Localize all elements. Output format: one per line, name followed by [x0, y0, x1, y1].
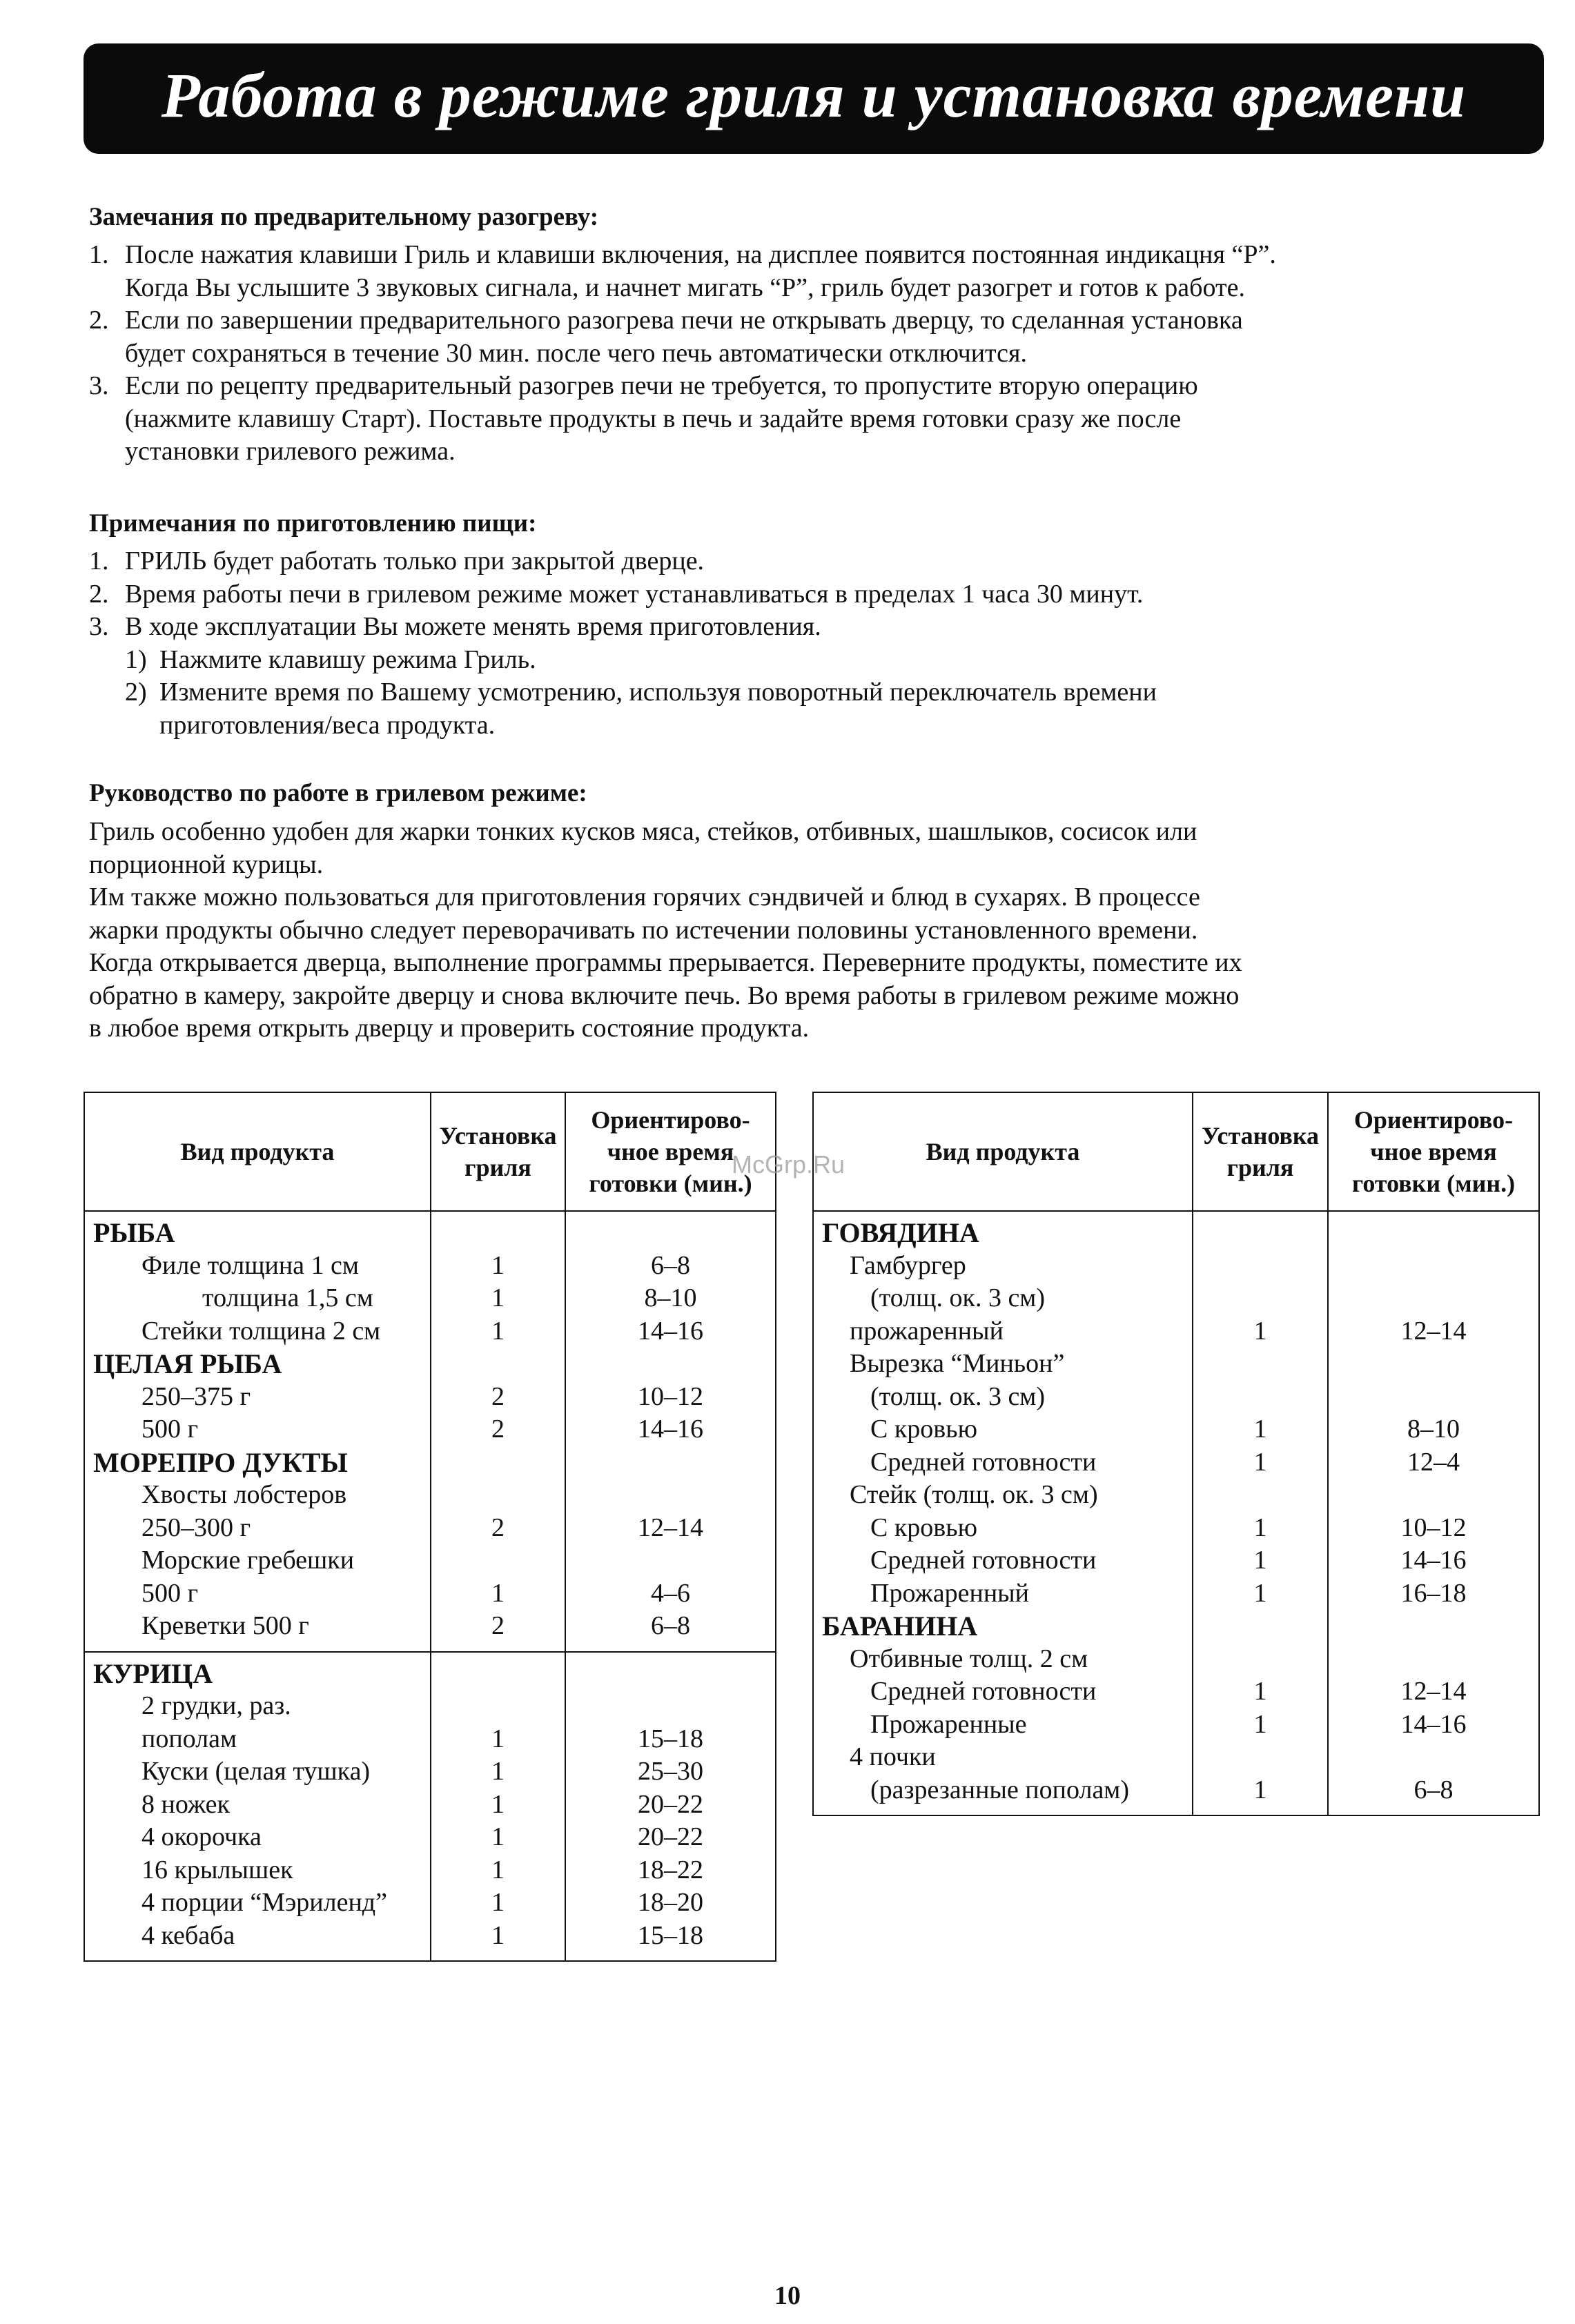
- list-item: [89, 304, 1525, 370]
- setting-value: 1: [1253, 1316, 1267, 1346]
- watermark: McGrp.Ru: [732, 1150, 845, 1179]
- product-label: Отбивные толщ. 2 см: [850, 1644, 1088, 1673]
- list-number: 2.: [89, 579, 109, 609]
- product-label: Вырезка “Миньон”: [850, 1349, 1065, 1378]
- setting-value: [1193, 1250, 1327, 1283]
- paragraph-line: Когда открывается дверца, выполнение программы прерывается. Переверните продукты, поместите их: [89, 948, 1242, 977]
- setting-value: 1: [491, 1724, 505, 1753]
- time-column: [565, 1211, 776, 1652]
- guide-heading: Руководство по работе в грилевом режиме:: [89, 779, 587, 807]
- header-product: Вид продукта: [813, 1092, 1193, 1211]
- sub-list-item: [89, 644, 1525, 677]
- table-row: [84, 1211, 776, 1652]
- time-value: 8–10: [1407, 1415, 1460, 1444]
- product-label: Куски (целая тушка): [141, 1757, 371, 1786]
- time-value: [566, 1348, 775, 1381]
- setting-value: [1193, 1479, 1327, 1512]
- paragraph-line: порционной курицы.: [89, 849, 324, 879]
- product-label: С кровью: [870, 1513, 977, 1542]
- time-value: 20–22: [638, 1789, 703, 1819]
- product-label: Гамбургер: [850, 1250, 966, 1280]
- setting-value: 2: [491, 1513, 505, 1542]
- time-value: [1329, 1348, 1538, 1381]
- time-value: [1329, 1479, 1538, 1512]
- time-value: 10–12: [1400, 1513, 1467, 1542]
- time-value: 20–22: [638, 1822, 703, 1851]
- list-number: 2.: [89, 306, 109, 335]
- time-value: 10–12: [638, 1381, 703, 1411]
- product-label: Прожаренные: [870, 1709, 1027, 1739]
- list-number: 2): [125, 678, 147, 707]
- product-label: пополам: [141, 1724, 237, 1753]
- setting-column: [431, 1652, 565, 1962]
- setting-value: 1: [491, 1888, 505, 1917]
- time-value: [1329, 1610, 1538, 1643]
- setting-value: 1: [1253, 1709, 1267, 1739]
- time-value: 15–18: [638, 1920, 703, 1950]
- product-label: толщина 1,5 см: [202, 1283, 373, 1312]
- list-number: 1): [125, 644, 147, 674]
- cooking-subitems: [89, 644, 1525, 742]
- setting-value: 1: [1253, 1447, 1267, 1477]
- list-line: Если по завершении предварительного разогрева печи не открывать дверцу, то сделанная установка: [125, 306, 1243, 335]
- list-item: [89, 578, 1525, 611]
- product-label: (толщ. ок. 3 см): [870, 1283, 1046, 1312]
- guide-text: [89, 816, 1525, 1045]
- product-label: 500 г: [141, 1415, 199, 1444]
- list-item: [89, 370, 1525, 469]
- time-value: 8–10: [644, 1283, 697, 1312]
- setting-value: 2: [491, 1415, 505, 1444]
- list-line: Время работы печи в грилевом режиме может устанавливаться в пределах 1 часа 30 минут.: [125, 579, 1144, 609]
- setting-column: [431, 1211, 565, 1652]
- list-line: После нажатия клавиши Гриль и клавиши включения, на дисплее появится постоянная индикацня “Р”.: [125, 240, 1276, 269]
- time-value: 14–16: [1400, 1546, 1467, 1575]
- category-label: ГОВЯДИНА: [822, 1217, 979, 1248]
- list-number: 3.: [89, 371, 109, 400]
- time-value: 12–14: [1400, 1677, 1467, 1706]
- setting-value: 1: [491, 1822, 505, 1851]
- product-label: Средней готовности: [870, 1546, 1097, 1575]
- setting-value: [1193, 1741, 1327, 1774]
- product-label: (разрезанные пополам): [870, 1775, 1130, 1804]
- time-value: 6–8: [651, 1611, 690, 1640]
- header-time: Ориентирово- чное время готовки (мин.): [565, 1092, 776, 1211]
- setting-value: 2: [491, 1381, 505, 1411]
- time-value: [566, 1446, 775, 1479]
- list-line: Когда Вы услышите 3 звуковых сигнала, и начнет мигать “Р”, гриль будет разогрет и готов к работе.: [125, 273, 1245, 302]
- setting-value: 1: [1253, 1677, 1267, 1706]
- setting-value: [1193, 1643, 1327, 1676]
- list-item: [89, 239, 1525, 304]
- title-banner: [84, 43, 1544, 154]
- product-label: 8 ножек: [141, 1789, 230, 1819]
- setting-value: 1: [1253, 1513, 1267, 1542]
- product-column: [84, 1652, 431, 1962]
- time-value: 4–6: [651, 1578, 690, 1608]
- list-number: 1.: [89, 240, 109, 269]
- time-value: 6–8: [651, 1250, 690, 1280]
- time-value: 25–30: [638, 1757, 703, 1786]
- setting-value: 1: [491, 1283, 505, 1312]
- setting-value: [431, 1479, 565, 1512]
- setting-value: 1: [491, 1757, 505, 1786]
- setting-value: [431, 1657, 565, 1691]
- product-label: прожаренный: [850, 1316, 1004, 1346]
- setting-value: 1: [491, 1855, 505, 1884]
- product-label: (толщ. ок. 3 см): [870, 1381, 1046, 1411]
- sub-list-item: [89, 676, 1525, 742]
- list-line: будет сохраняться в течение 30 мин. после чего печь автоматически отключится.: [125, 338, 1027, 368]
- setting-value: 1: [491, 1789, 505, 1819]
- table-group: [84, 1652, 776, 1962]
- product-column: [813, 1211, 1193, 1815]
- table-row: [813, 1211, 1539, 1815]
- list-number: 1.: [89, 546, 109, 575]
- cooking-list: [89, 545, 1525, 742]
- time-value: [566, 1544, 775, 1577]
- category-label: БАРАНИНА: [822, 1611, 978, 1642]
- cooking-items: [89, 545, 1525, 644]
- time-value: 14–16: [638, 1316, 703, 1346]
- category-label: КУРИЦА: [93, 1657, 213, 1689]
- time-value: 6–8: [1413, 1775, 1454, 1804]
- setting-value: 1: [491, 1250, 505, 1280]
- time-column: [1328, 1211, 1539, 1815]
- product-label: 500 г: [141, 1578, 199, 1608]
- setting-value: [1193, 1610, 1327, 1643]
- page-title: Работа в режиме гриля и установка времени: [161, 60, 1467, 130]
- list-line: Измените время по Вашему усмотрению, используя поворотный переключатель времени: [159, 678, 1157, 707]
- setting-value: 1: [1253, 1578, 1267, 1608]
- grill-table-left: [84, 1092, 776, 1962]
- setting-value: [431, 1348, 565, 1381]
- product-label: Филе толщина 1 см: [141, 1250, 359, 1280]
- setting-value: 1: [491, 1316, 505, 1346]
- header-product: Вид продукта: [84, 1092, 431, 1211]
- setting-value: [431, 1690, 565, 1723]
- time-value: [1329, 1282, 1538, 1315]
- paragraph-line: Им также можно пользоваться для приготовления горячих сэндвичей и блюд в сухарях. В процессе: [89, 883, 1200, 912]
- paragraph-line: жарки продукты обычно следует переворачивать по истечении половины установленного времени.: [89, 915, 1198, 945]
- time-value: 16–18: [1400, 1578, 1467, 1608]
- setting-value: [1193, 1381, 1327, 1414]
- time-value: [566, 1217, 775, 1250]
- category-label: РЫБА: [93, 1217, 175, 1248]
- list-line: Нажмите клавишу режима Гриль.: [159, 644, 536, 674]
- time-value: [1329, 1250, 1538, 1283]
- category-label: МОРЕПРО ДУКТЫ: [93, 1446, 348, 1478]
- time-value: [1329, 1381, 1538, 1414]
- list-line: приготовления/веса продукта.: [159, 710, 496, 740]
- setting-value: 2: [491, 1611, 505, 1640]
- product-label: Морские гребешки: [141, 1546, 355, 1575]
- setting-value: [431, 1544, 565, 1577]
- product-label: Средней готовности: [870, 1677, 1097, 1706]
- list-number: 3.: [89, 612, 109, 641]
- time-value: 18–20: [638, 1888, 703, 1917]
- product-label: Стейк (толщ. ок. 3 см): [850, 1480, 1098, 1509]
- product-label: С кровью: [870, 1415, 977, 1444]
- preheat-heading: Замечания по предварительному разогреву:: [89, 203, 599, 231]
- paragraph-line: в любое время открыть дверцу и проверить состояние продукта.: [89, 1014, 810, 1043]
- product-label: Прожаренный: [870, 1578, 1030, 1608]
- setting-value: 1: [1253, 1546, 1267, 1575]
- product-label: Стейки толщина 2 см: [141, 1316, 381, 1346]
- category-label: ЦЕЛАЯ РЫБА: [93, 1348, 282, 1379]
- setting-value: [431, 1446, 565, 1479]
- grill-table-right: [812, 1092, 1540, 1816]
- paragraph-line: обратно в камеру, закройте дверцу и снова включите печь. Во время работы в грилевом режиме можно: [89, 981, 1240, 1010]
- time-value: [566, 1479, 775, 1512]
- setting-column: [1193, 1211, 1328, 1815]
- setting-value: 1: [491, 1578, 505, 1608]
- setting-value: 1: [1253, 1775, 1267, 1804]
- time-value: 14–16: [1400, 1709, 1467, 1739]
- setting-value: [1193, 1348, 1327, 1381]
- product-label: Креветки 500 г: [141, 1611, 309, 1640]
- time-value: 15–18: [638, 1724, 703, 1753]
- header-setting: Установка гриля: [1193, 1092, 1328, 1211]
- setting-value: [1193, 1217, 1327, 1250]
- time-value: [1329, 1643, 1538, 1676]
- list-line: ГРИЛЬ будет работать только при закрытой дверце.: [125, 546, 705, 575]
- list-item: [89, 611, 1525, 644]
- setting-value: 1: [1253, 1415, 1267, 1444]
- time-value: 12–14: [1400, 1316, 1467, 1346]
- setting-value: [1193, 1282, 1327, 1315]
- preheat-list: [89, 239, 1525, 469]
- time-value: [566, 1657, 775, 1691]
- table-group: [813, 1211, 1539, 1815]
- setting-value: [431, 1217, 565, 1250]
- product-label: 4 окорочка: [141, 1822, 262, 1851]
- list-line: Если по рецепту предварительный разогрев печи не требуется, то пропустите вторую операцию: [125, 371, 1198, 400]
- header-setting: Установка гриля: [431, 1092, 565, 1211]
- time-value: 14–16: [638, 1415, 703, 1444]
- time-value: 12–4: [1407, 1447, 1460, 1477]
- time-value: [566, 1690, 775, 1723]
- product-label: 4 кебаба: [141, 1920, 235, 1950]
- product-column: [84, 1211, 431, 1652]
- cooking-heading: Примечания по приготовлению пищи:: [89, 509, 537, 538]
- time-value: 18–22: [638, 1855, 703, 1884]
- list-line: установки грилевого режима.: [125, 437, 456, 466]
- list-line: В ходе эксплуатации Вы можете менять время приготовления.: [125, 612, 821, 641]
- paragraph-line: Гриль особенно удобен для жарки тонких кусков мяса, стейков, отбивных, шашлыков, сосисок или: [89, 817, 1197, 846]
- product-label: 250–375 г: [141, 1381, 251, 1411]
- product-label: 16 крылышек: [141, 1855, 293, 1884]
- setting-value: 1: [491, 1920, 505, 1950]
- product-label: 2 грудки, раз.: [141, 1691, 291, 1720]
- product-label: Хвосты лобстеров: [141, 1480, 347, 1509]
- time-value: [1329, 1741, 1538, 1774]
- list-item: [89, 545, 1525, 578]
- product-label: 4 почки: [850, 1742, 936, 1771]
- page-number: 10: [774, 2281, 801, 2310]
- table-row: [84, 1652, 776, 1962]
- time-column: [565, 1652, 776, 1962]
- product-label: Средней готовности: [870, 1447, 1097, 1477]
- header-time: Ориентирово- чное время готовки (мин.): [1328, 1092, 1539, 1211]
- time-value: [1329, 1217, 1538, 1250]
- table-group: [84, 1211, 776, 1652]
- time-value: 12–14: [638, 1513, 703, 1542]
- product-label: 250–300 г: [141, 1513, 251, 1542]
- list-line: (нажмите клавишу Старт). Поставьте продукты в печь и задайте время готовки сразу же после: [125, 404, 1182, 433]
- product-label: 4 порции “Мэриленд”: [141, 1888, 388, 1917]
